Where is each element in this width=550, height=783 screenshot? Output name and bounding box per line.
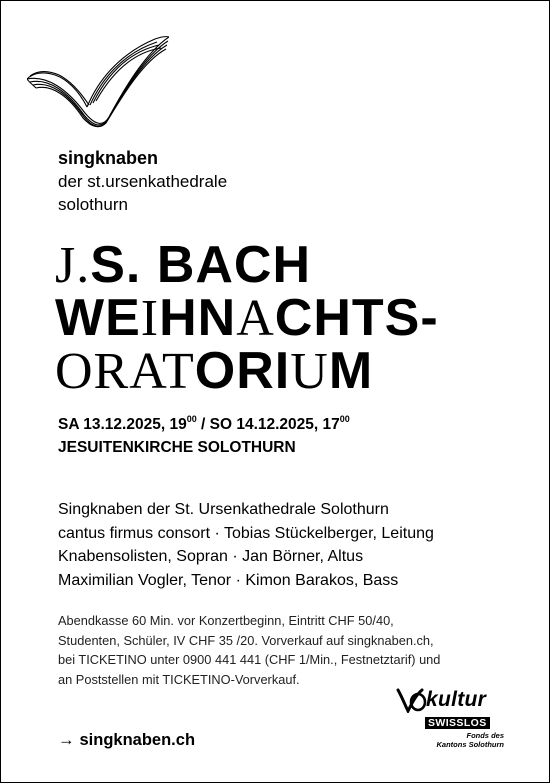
date-2: SO 14.12.2025, 17 xyxy=(209,416,340,433)
title-serif-part: J. xyxy=(55,237,91,294)
ticket-info xyxy=(58,611,440,689)
page-title xyxy=(55,236,525,400)
title-seg: I xyxy=(140,290,160,347)
performers-list xyxy=(58,498,434,592)
swisslos-badge: SWISSLOS xyxy=(425,717,490,729)
org-name: singknaben xyxy=(58,148,159,168)
title-line-3 xyxy=(55,342,525,400)
fonds-line: Fonds des xyxy=(466,731,504,740)
event-dates xyxy=(58,413,350,459)
title-sans-part: S. BACH xyxy=(90,236,312,294)
venue: JESUITENKIRCHE SOLOTHURN xyxy=(58,439,296,456)
organization-block xyxy=(58,147,227,216)
org-subtitle: der st.ursenkathedrale xyxy=(58,172,228,191)
time-2-minutes: 00 xyxy=(339,414,350,424)
singknaben-wing-logo xyxy=(27,31,169,129)
arrow-right-icon: → xyxy=(58,731,75,749)
title-seg: HN xyxy=(159,289,237,347)
date-separator: / xyxy=(196,416,210,433)
title-seg: ORI xyxy=(194,342,291,400)
title-line-1 xyxy=(55,236,525,294)
title-seg: WE xyxy=(55,289,141,347)
date-1: SA 13.12.2025, 19 xyxy=(58,416,187,433)
title-seg: ORAT xyxy=(55,343,195,400)
performer-line: Maximilian Vogler, Tenor · Kimon Barakos, Bass xyxy=(58,571,399,589)
title-seg: CHTS- xyxy=(274,289,439,347)
info-line: an Poststellen mit TICKETINO-Vorverkauf. xyxy=(58,671,300,687)
fonds-line: Kantons Solothurn xyxy=(436,740,504,749)
info-line: bei TICKETINO unter 0900 441 441 (CHF 1/Min., Festnetztarif) und xyxy=(58,652,441,667)
date-line xyxy=(58,413,350,436)
sponsor-logo xyxy=(396,687,508,753)
performer-line: Knabensolisten, Sopran · Jan Börner, Altus xyxy=(58,548,364,565)
org-city: solothurn xyxy=(58,195,128,214)
performer-line: Singknaben der St. Ursenkathedrale Solothurn xyxy=(58,501,389,518)
website-link[interactable] xyxy=(58,729,195,751)
title-seg: M xyxy=(328,342,374,400)
kultur-wordmark: kultur xyxy=(426,688,487,711)
time-1-minutes: 00 xyxy=(186,414,197,424)
info-line: Abendkasse 60 Min. vor Konzertbeginn, Eintritt CHF 50/40, xyxy=(58,613,394,628)
title-seg: U xyxy=(290,343,329,400)
fonds-caption xyxy=(437,731,505,749)
title-seg: A xyxy=(236,290,275,347)
info-line: Studenten, Schüler, IV CHF 35 /20. Vorverkauf auf singknaben.ch, xyxy=(58,632,434,648)
title-line-2 xyxy=(55,289,525,347)
performer-line: cantus firmus consort · Tobias Stückelberger, Leitung xyxy=(58,524,434,542)
website-url[interactable]: singknaben.ch xyxy=(79,731,196,749)
